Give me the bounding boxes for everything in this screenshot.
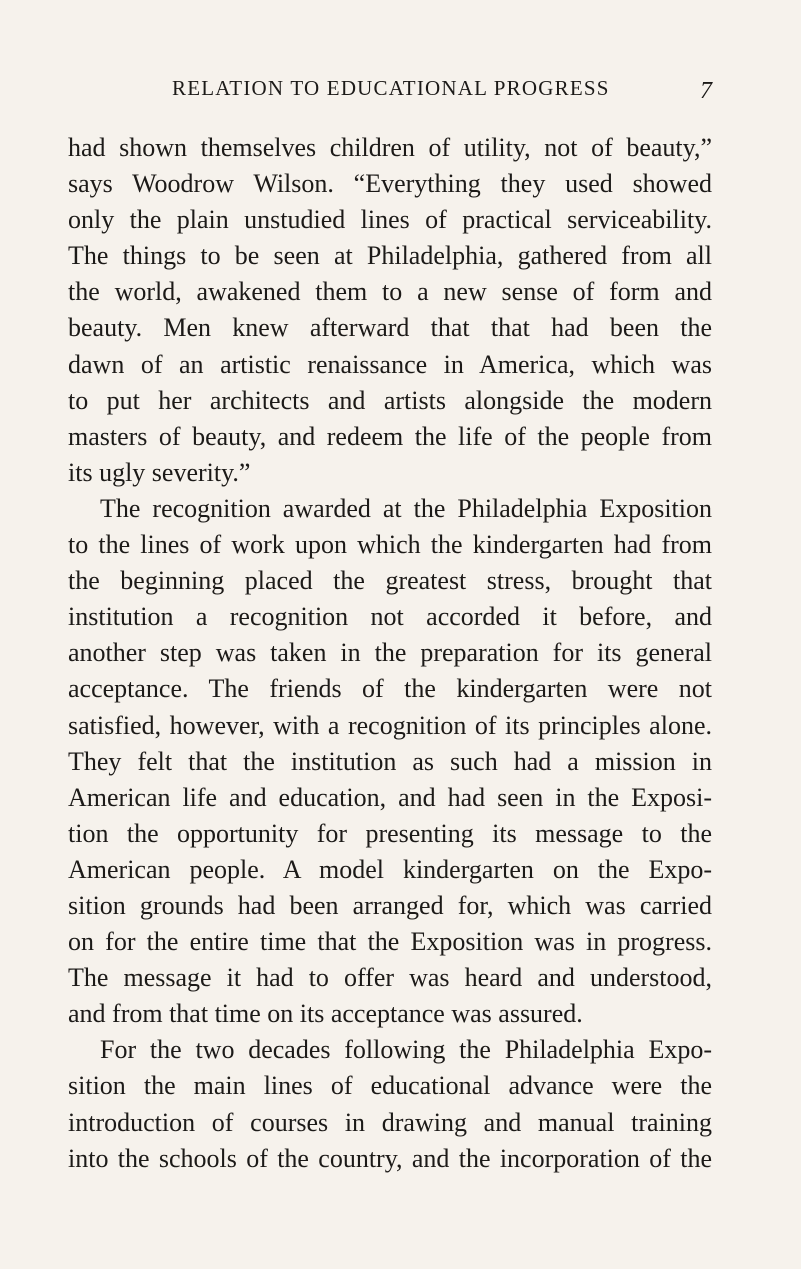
text-line: beauty. Men knew afterward that that had been the [68,313,712,343]
text-line: on for the entire time that the Exposition was in progress. [68,927,712,957]
text-line: sition the main lines of educational advance were the [68,1071,712,1101]
text-line: satisfied, however, with a recognition of its principles alone. [68,710,712,740]
text-line: into the schools of the country, and the incorporation of the [68,1143,712,1173]
text-line: American life and education, and had seen in the Exposi- [68,782,712,812]
text-line: to put her architects and artists alongside the modern [68,385,712,415]
text-line: The message it had to offer was heard and understood, [68,963,712,993]
text-line: and from that time on its acceptance was assured. [68,999,583,1029]
text-line: its ugly severity.” [68,457,251,487]
text-line: They felt that the institution as such had a mission in [68,746,712,776]
text-line: sition grounds had been arranged for, which was carried [68,890,712,920]
text-line: The things to be seen at Philadelphia, gathered from all [68,241,712,271]
text-line: American people. A model kindergarten on the Expo- [68,854,712,884]
text-line: acceptance. The friends of the kindergarten were not [68,674,712,704]
text-line: to the lines of work upon which the kindergarten had from [68,530,712,560]
text-line: institution a recognition not accorded it before, and [68,602,712,632]
text-line: tion the opportunity for presenting its message to the [68,818,712,848]
paragraph-start-line: For the two decades following the Philadelphia Expo- [100,1035,712,1065]
body-text [68,130,712,1177]
running-header [172,76,712,106]
text-line: only the plain unstudied lines of practical serviceability. [68,205,712,235]
text-line: says Woodrow Wilson. “Everything they used showed [68,169,712,199]
text-line: masters of beauty, and redeem the life of the people from [68,421,712,451]
text-line: dawn of an artistic renaissance in America, which was [68,349,712,379]
text-line: had shown themselves children of utility, not of beauty,” [68,133,712,162]
page-number: 7 [700,78,714,104]
text-line: the world, awakened them to a new sense of form and [68,277,712,307]
text-line: introduction of courses in drawing and manual training [68,1107,712,1137]
running-title: RELATION TO EDUCATIONAL PROGRESS [172,76,610,100]
paragraph-start-line: The recognition awarded at the Philadelphia Exposition [100,493,712,523]
text-line: another step was taken in the preparation for its general [68,638,712,668]
text-line: the beginning placed the greatest stress, brought that [68,566,712,596]
